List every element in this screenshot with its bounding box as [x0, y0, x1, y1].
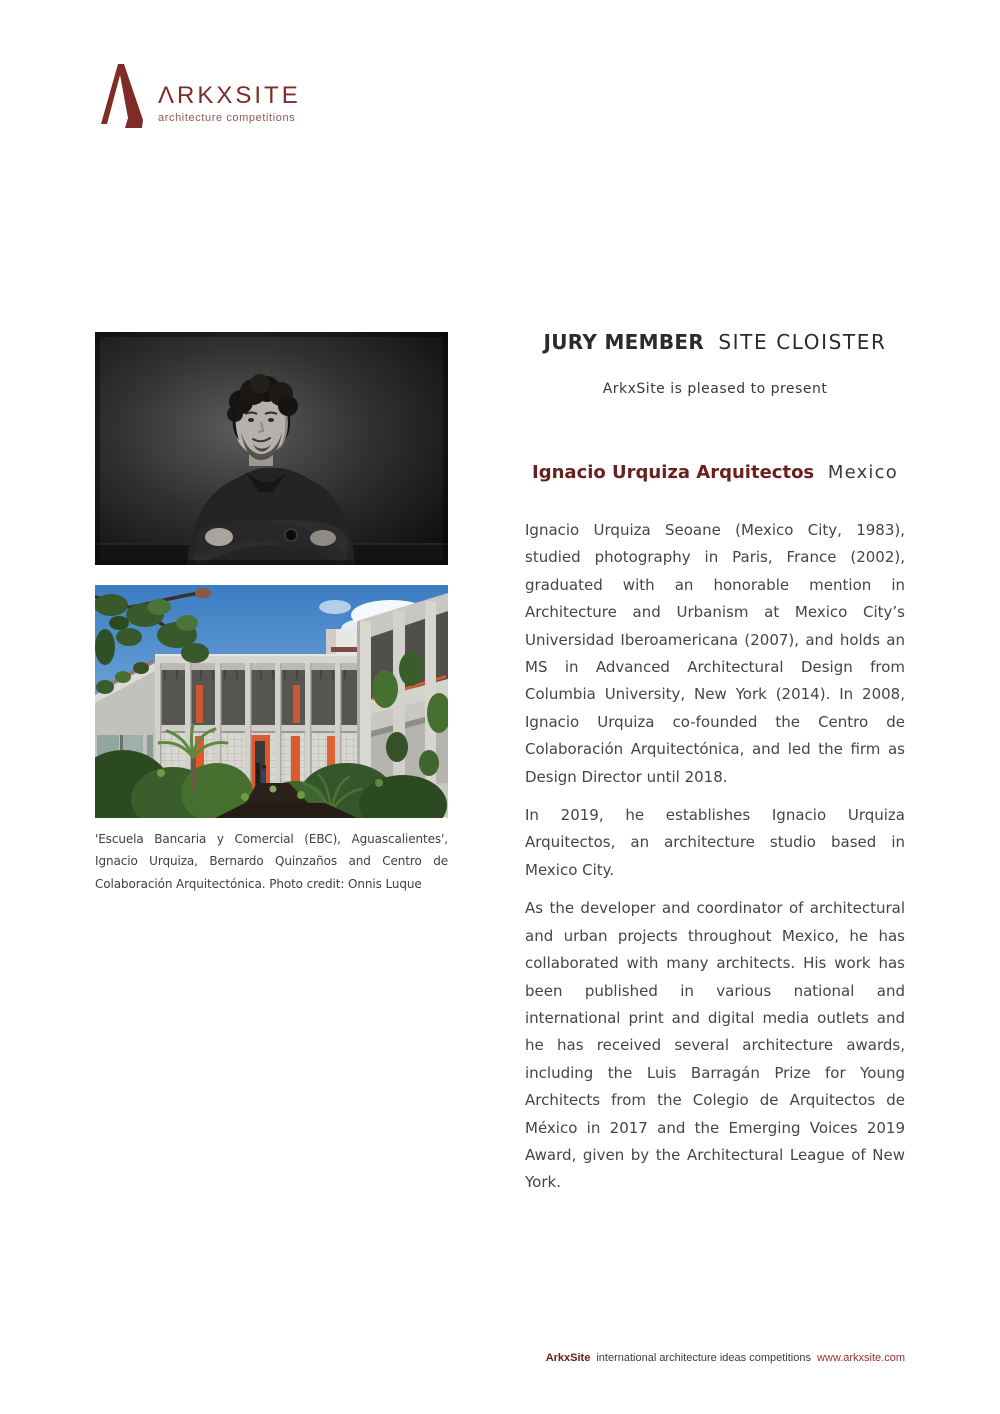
portrait-photo-image — [95, 332, 448, 565]
courtyard-photo — [95, 585, 448, 818]
photo-caption: 'Escuela Bancaria y Comercial (EBC), Aguascalientes', Ignacio Urquiza, Bernardo Quinzaños and Centro de Colaboración Arquitectónica. Photo credit: Onnis Luque — [95, 832, 448, 891]
portrait-photo — [95, 332, 448, 565]
presentation-subtitle: ArkxSite is pleased to present — [602, 381, 828, 397]
footer-brand: ArkxSite — [545, 1352, 591, 1364]
competition-title: SITE CLOISTER — [718, 330, 887, 354]
arkxsite-logo-mark-icon — [98, 62, 144, 134]
footer — [525, 1352, 905, 1364]
logo-tagline: architecture competitions — [158, 112, 296, 124]
jury-country: Mexico — [827, 462, 898, 483]
logo-brand-text: ΛRKXSITE — [158, 82, 301, 109]
bio-paragraph: As the developer and coordinator of architectural and urban projects throughout Mexico, he has collaborated with many architects. His work has been published in various national and international print and digital media outlets and he has received several architecture awards, including the Luis Barragán Prize for Young Architects from the Colegio de Arquitectos de México in 2017 and the Emerging Voices 2019 Award, given by the Architectural League of New York. — [525, 899, 905, 1192]
jury-name: Ignacio Urquiza Arquitectos — [532, 462, 815, 483]
footer-text: international architecture ideas competitions — [596, 1352, 811, 1364]
jury-member-title: JURY MEMBER — [543, 330, 705, 354]
footer-url-link[interactable]: www.arkxsite.com — [816, 1352, 905, 1364]
page-title — [525, 330, 905, 354]
arkxsite-logo — [98, 62, 301, 134]
courtyard-photo-image — [95, 585, 448, 818]
bio-paragraph: Ignacio Urquiza Seoane (Mexico City, 1983), studied photography in Paris, France (2002), graduated with an honorable mention in Architecture and Urbanism at Mexico City’s Universidad Iberoamericana (2007), and holds an MS in Advanced Architectural Design from Columbia University, New York (2014). In 2008, Ignacio Urquiza co-founded the Centro de Colaboración Arquitectónica, and led the firm as Design Director until 2018. — [525, 521, 905, 786]
bio-paragraph: In 2019, he establishes Ignacio Urquiza Arquitectos, an architecture studio based in Mexico City. — [525, 806, 905, 879]
jury-name-line — [525, 462, 905, 483]
biography — [525, 517, 905, 1197]
